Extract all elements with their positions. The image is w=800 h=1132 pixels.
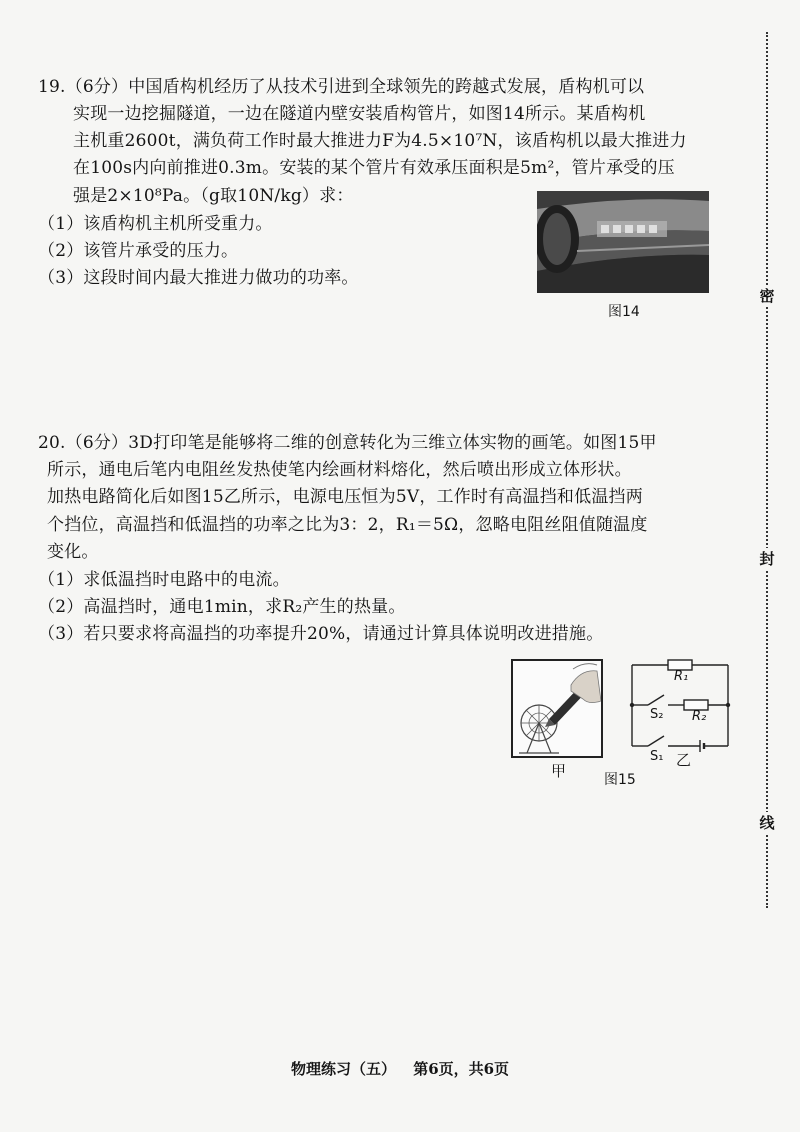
q20-line-4: 个挡位，高温挡和低温挡的功率之比为3：2，R₁＝5Ω，忽略电阻丝阻值随温度: [47, 515, 648, 535]
figure-15-caption: 图15: [604, 772, 636, 788]
q19-line-4: 在100s内向前推进0.3m。安装的某个管片有效承压面积是5m²，管片承受的压: [73, 158, 675, 178]
margin-label-xian: 线: [757, 812, 777, 833]
s1-label: S₁: [650, 749, 664, 764]
q19-sub-1: （1）该盾构机主机所受重力。: [38, 214, 273, 234]
q19-sub-3: （3）这段时间内最大推进力做功的功率。: [38, 268, 359, 288]
margin-label-feng: 封: [757, 548, 777, 569]
footer-subject: 物理练习（五）: [290, 1060, 396, 1078]
figure-15-label-jia: 甲: [551, 762, 567, 780]
page-footer: [0, 1058, 800, 1079]
tunnel-boring-machine-photo: [537, 191, 709, 293]
s2-label: S₂: [650, 707, 664, 722]
binding-dotted-line: [766, 32, 768, 908]
q20-line-2: 所示，通电后笔内电阻丝发热使笔内绘画材料熔化，然后喷出形成立体形状。: [47, 460, 632, 480]
q20-line-3: 加热电路简化后如图15乙所示，电源电压恒为5V，工作时有高温挡和低温挡两: [47, 487, 643, 507]
q19-line-1: 19.（6分）中国盾构机经历了从技术引进到全球领先的跨越式发展，盾构机可以: [38, 77, 645, 97]
q19-line-3: 主机重2600t，满负荷工作时最大推进力F为4.5×10⁷N，该盾构机以最大推进力: [73, 131, 687, 151]
figure-15-label-yi: 乙: [676, 751, 692, 769]
r1-label: R₁: [674, 669, 689, 684]
heating-circuit-diagram: [628, 657, 738, 767]
footer-page-number: 第6页，共6页: [413, 1060, 510, 1078]
q20-sub-2: （2）高温挡时，通电1min，求R₂产生的热量。: [38, 597, 406, 617]
q20-line-5: 变化。: [47, 542, 99, 562]
q20-line-1: 20.（6分）3D打印笔是能够将二维的创意转化为三维立体实物的画笔。如图15甲: [38, 433, 657, 453]
figure-14-caption: 图14: [608, 304, 640, 320]
margin-label-mi: 密: [757, 285, 777, 306]
q19-line-2: 实现一边挖掘隧道，一边在隧道内壁安装盾构管片，如图14所示。某盾构机: [73, 104, 646, 124]
q20-sub-1: （1）求低温挡时电路中的电流。: [38, 570, 290, 590]
q20-sub-3: （3）若只要求将高温挡的功率提升20%，请通过计算具体说明改进措施。: [38, 624, 604, 644]
q19-sub-2: （2）该管片承受的压力。: [38, 241, 239, 261]
q19-line-5: 强是2×10⁸Pa。（g取10N/kg）求：: [73, 186, 354, 206]
3d-pen-illustration: [511, 659, 603, 758]
r2-label: R₂: [692, 709, 707, 724]
